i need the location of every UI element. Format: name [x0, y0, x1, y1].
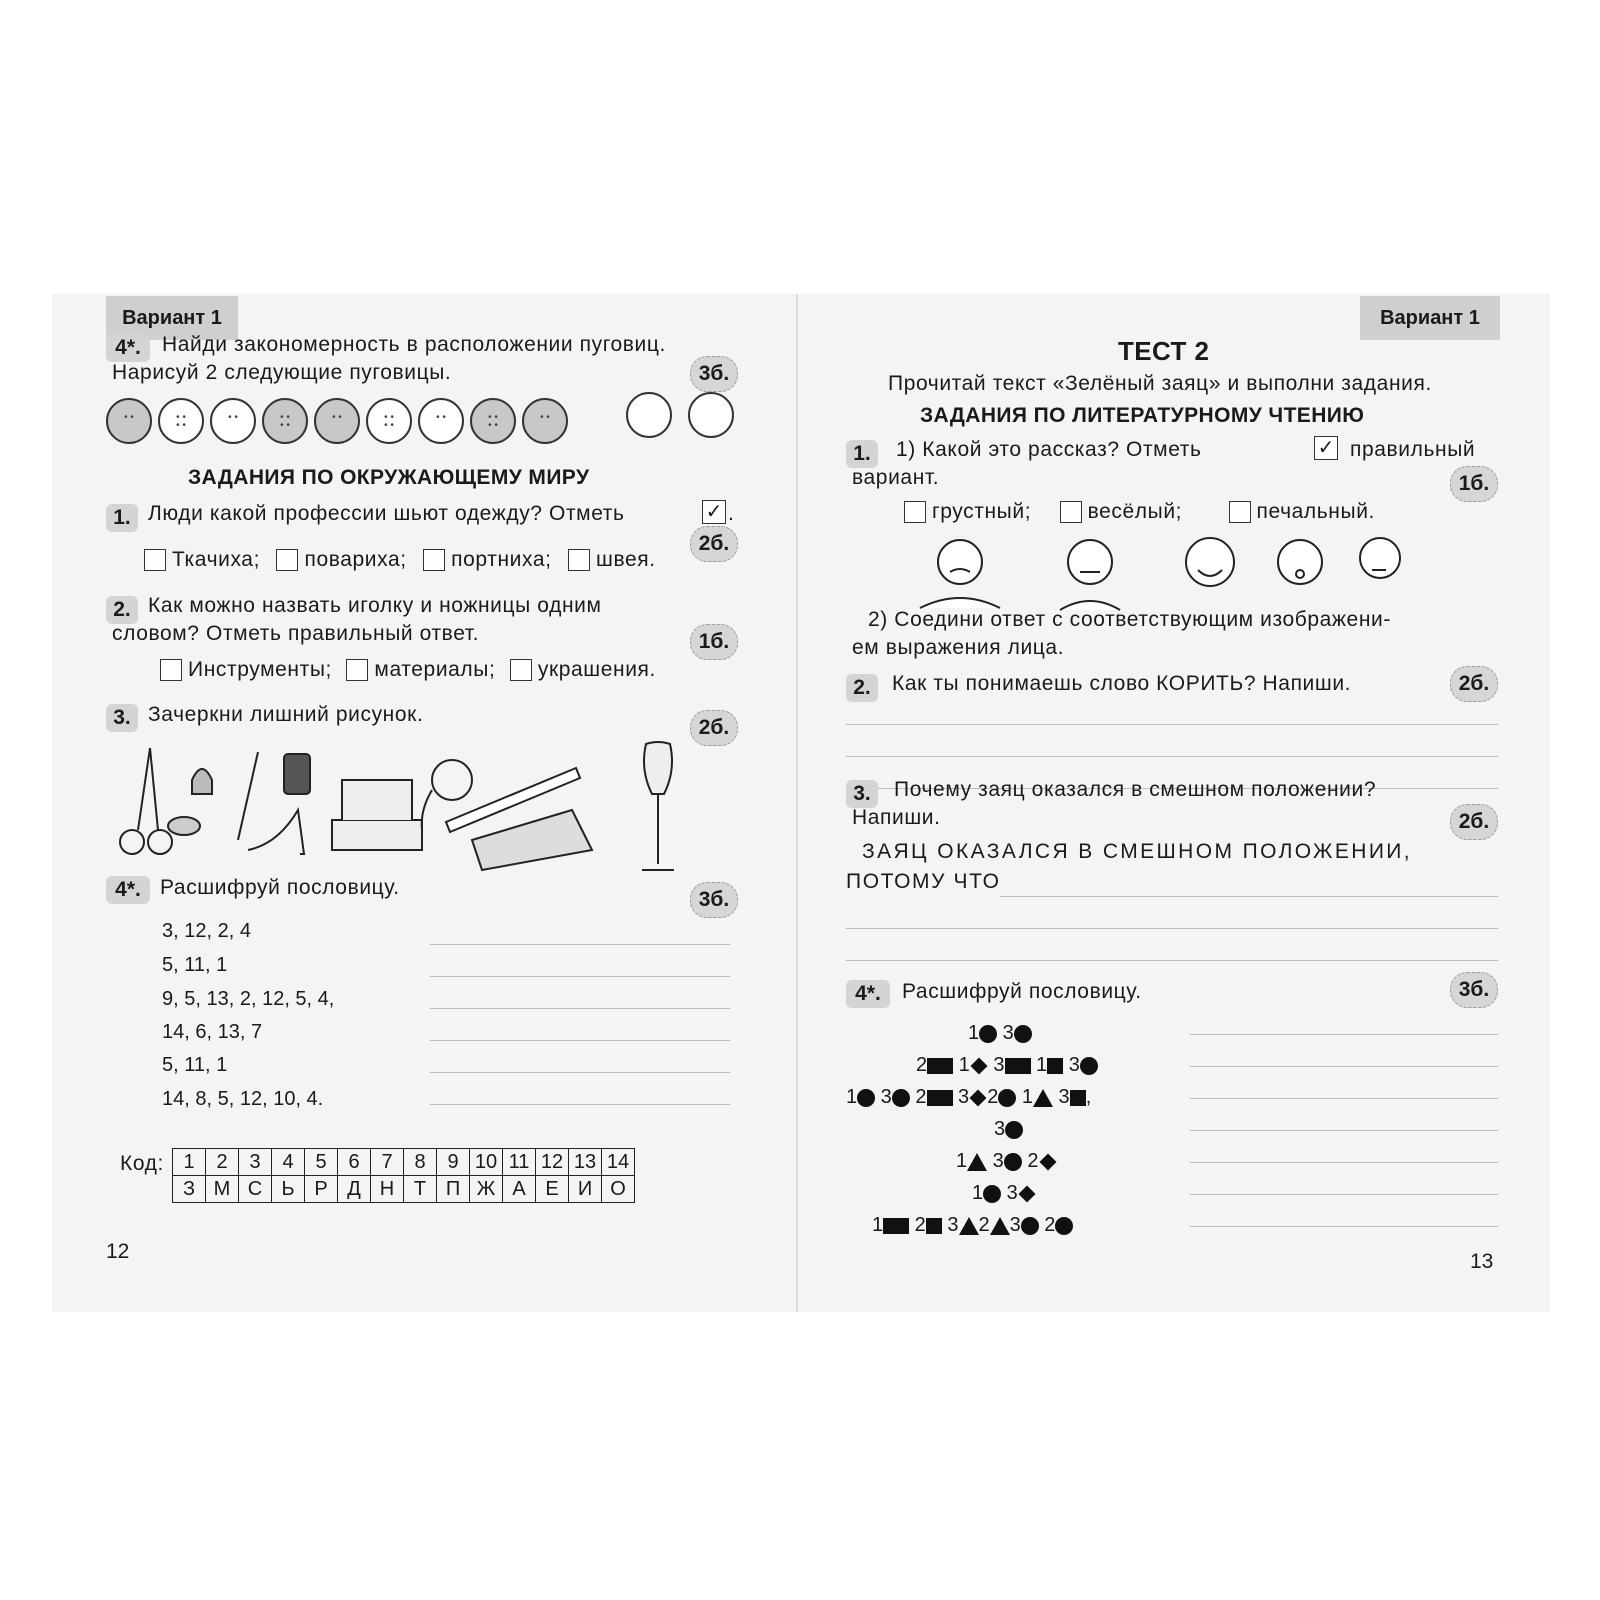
- score-badge: 3б.: [690, 356, 738, 392]
- task-number: 3.: [846, 780, 878, 808]
- option-list: [160, 658, 656, 682]
- code-cell: 4: [272, 1149, 305, 1176]
- square-symbol-icon: [926, 1218, 942, 1234]
- thinking-face-icon: [1360, 538, 1400, 578]
- task-number: 3.: [106, 704, 138, 732]
- empty-button-answer[interactable]: [626, 392, 672, 438]
- score-badge: 3б.: [1450, 972, 1498, 1008]
- task-text: .: [728, 502, 735, 525]
- rectangle-symbol-icon: [1005, 1058, 1031, 1074]
- thimble-icon: [192, 769, 212, 794]
- button-four-holes: • • • •: [158, 398, 204, 444]
- sewing-items-illustration: [112, 740, 732, 880]
- code-cell: 11: [503, 1149, 536, 1176]
- diamond-symbol-icon: [970, 1089, 987, 1106]
- circle-symbol-icon: [1004, 1153, 1022, 1171]
- angry-face-icon: [1060, 540, 1120, 610]
- circle-symbol-icon: [1080, 1057, 1098, 1075]
- option-list: [144, 548, 656, 572]
- square-symbol-icon: [1070, 1090, 1086, 1106]
- page-number: 12: [106, 1240, 130, 1263]
- code-cell: 5: [305, 1149, 338, 1176]
- code-cell: 1: [173, 1149, 206, 1176]
- triangle-symbol-icon: [990, 1217, 1010, 1235]
- code-cell: 2: [206, 1149, 239, 1176]
- task-text: ем выражения лица.: [852, 636, 1065, 659]
- answer-prompt: ЗАЯЦ ОКАЗАЛСЯ В СМЕШНОМ ПОЛОЖЕНИИ,: [862, 840, 1413, 863]
- symbol-cipher-line: 2 1 3 1 3: [916, 1054, 1098, 1077]
- code-cell: Д: [338, 1176, 371, 1203]
- circle-symbol-icon: [979, 1025, 997, 1043]
- circle-symbol-icon: [857, 1089, 875, 1107]
- code-table: [172, 1148, 635, 1203]
- code-cell: И: [569, 1176, 602, 1203]
- score-badge: 2б.: [690, 526, 738, 562]
- score-badge: 1б.: [690, 624, 738, 660]
- code-cell: 8: [404, 1149, 437, 1176]
- option-label: Инструменты;: [188, 658, 332, 681]
- surprised-face-icon: [1278, 540, 1322, 584]
- code-cell: О: [602, 1176, 635, 1203]
- task-text: Как можно назвать иголку и ножницы одним: [148, 594, 602, 617]
- rectangle-symbol-icon: [927, 1090, 953, 1106]
- code-label: Код:: [120, 1152, 164, 1175]
- task-text: Почему заяц оказался в смешном положении?: [894, 778, 1377, 801]
- intro-text: Прочитай текст «Зелёный заяц» и выполни задания.: [888, 372, 1432, 395]
- button-two-holes: • •: [210, 398, 256, 444]
- circle-symbol-icon: [998, 1089, 1016, 1107]
- checkbox[interactable]: [904, 501, 926, 523]
- code-cell: П: [437, 1176, 470, 1203]
- needle-icon: [238, 752, 258, 840]
- task-text: Зачеркни лишний рисунок.: [148, 703, 424, 726]
- square-symbol-icon: [1047, 1058, 1063, 1074]
- option-list: [904, 500, 1375, 524]
- checkbox[interactable]: [1229, 501, 1251, 523]
- score-badge: 2б.: [690, 710, 738, 746]
- code-cell: З: [173, 1176, 206, 1203]
- checkbox[interactable]: [423, 549, 445, 571]
- mannequin-icon: [642, 742, 674, 870]
- code-cell: Т: [404, 1176, 437, 1203]
- triangle-symbol-icon: [1033, 1089, 1053, 1107]
- rectangle-symbol-icon: [927, 1058, 953, 1074]
- task-number: 4*.: [846, 980, 890, 1008]
- checkbox[interactable]: [568, 549, 590, 571]
- cipher-line: 14, 6, 13, 7: [162, 1021, 263, 1043]
- symbol-cipher-line: 1 2 3 2 3 2: [872, 1214, 1073, 1237]
- option-label: портниха;: [451, 548, 552, 571]
- fabric-roll-icon: [472, 810, 592, 870]
- code-letters-row: [173, 1176, 635, 1203]
- circle-symbol-icon: [892, 1089, 910, 1107]
- score-badge: 2б.: [1450, 666, 1498, 702]
- faces-illustration: [900, 528, 1420, 618]
- diamond-symbol-icon: [970, 1057, 987, 1074]
- variant-label: Вариант 1: [1360, 296, 1500, 340]
- code-cell: А: [503, 1176, 536, 1203]
- triangle-symbol-icon: [967, 1153, 987, 1171]
- symbol-cipher-line: 1 3: [968, 1022, 1032, 1045]
- code-cell: 12: [536, 1149, 569, 1176]
- button-four-holes: • • • •: [262, 398, 308, 444]
- diamond-symbol-icon: [1018, 1185, 1035, 1202]
- code-cell: 13: [569, 1149, 602, 1176]
- button-four-holes: • • • •: [366, 398, 412, 444]
- symbol-cipher-line: 1 3 2: [956, 1150, 1057, 1173]
- circle-symbol-icon: [983, 1185, 1001, 1203]
- checkbox[interactable]: [346, 659, 368, 681]
- thread-spool-icon: [284, 754, 310, 794]
- test-title: ТЕСТ 2: [1118, 336, 1210, 366]
- option-label: Ткачиха;: [172, 548, 261, 571]
- option-label: весёлый;: [1087, 500, 1183, 523]
- checkbox[interactable]: [276, 549, 298, 571]
- check-sample: ✓: [702, 500, 726, 524]
- score-badge: 1б.: [1450, 466, 1498, 502]
- score-badge: 3б.: [690, 882, 738, 918]
- circle-symbol-icon: [1021, 1217, 1039, 1235]
- diamond-symbol-icon: [1039, 1153, 1056, 1170]
- score-badge: 2б.: [1450, 804, 1498, 840]
- task-number: 1.: [846, 440, 878, 468]
- sad-face-icon: [920, 540, 1000, 608]
- checkbox[interactable]: [1060, 501, 1082, 523]
- option-label: украшения.: [537, 658, 656, 681]
- section-heading: ЗАДАНИЯ ПО ОКРУЖАЮЩЕМУ МИРУ: [188, 466, 590, 489]
- happy-face-icon: [1186, 538, 1234, 586]
- circle-symbol-icon: [1005, 1121, 1023, 1139]
- code-cell: 10: [470, 1149, 503, 1176]
- code-cell: Ь: [272, 1176, 305, 1203]
- symbol-cipher-line: 3: [994, 1118, 1023, 1141]
- task-text: 2) Соедини ответ с соответствующим изображени-: [868, 608, 1391, 631]
- task-text: Как ты понимаешь слово КОРИТЬ? Напиши.: [892, 672, 1352, 695]
- cipher-line: 5, 11, 1: [162, 1054, 228, 1076]
- code-cell: Р: [305, 1176, 338, 1203]
- button-two-holes: • •: [522, 398, 568, 444]
- option-label: печальный.: [1256, 500, 1375, 523]
- cipher-line: 5, 11, 1: [162, 954, 228, 976]
- code-cell: Н: [371, 1176, 404, 1203]
- code-cell: 6: [338, 1149, 371, 1176]
- task-number: 4*.: [106, 334, 150, 362]
- cipher-line: 9, 5, 13, 2, 12, 5, 4,: [162, 988, 335, 1010]
- task-number: 1.: [106, 504, 138, 532]
- task-number: 2.: [846, 674, 878, 702]
- code-cell: М: [206, 1176, 239, 1203]
- triangle-symbol-icon: [959, 1217, 979, 1235]
- button-two-holes: • •: [418, 398, 464, 444]
- button-four-holes: • • • •: [470, 398, 516, 444]
- task-number: 4*.: [106, 876, 150, 904]
- code-cell: Ж: [470, 1176, 503, 1203]
- task-text: словом? Отметь правильный ответ.: [112, 622, 480, 645]
- option-label: повариха;: [304, 548, 407, 571]
- code-cell: 3: [239, 1149, 272, 1176]
- circle-symbol-icon: [1055, 1217, 1073, 1235]
- rectangle-symbol-icon: [883, 1218, 909, 1234]
- checkbox[interactable]: [510, 659, 532, 681]
- task-text: Напиши.: [852, 806, 941, 829]
- book-spine: [796, 294, 798, 1312]
- code-cell: 14: [602, 1149, 635, 1176]
- task-text: Расшифруй пословицу.: [902, 980, 1142, 1003]
- task-text: Нарисуй 2 следующие пуговицы.: [112, 361, 452, 384]
- section-heading: ЗАДАНИЯ ПО ЛИТЕРАТУРНОМУ ЧТЕНИЮ: [920, 404, 1365, 427]
- code-cell: С: [239, 1176, 272, 1203]
- task-text: 1) Какой это рассказ? Отметь: [896, 438, 1202, 461]
- checkbox[interactable]: [144, 549, 166, 571]
- task-text: Люди какой профессии шьют одежду? Отметь: [148, 502, 625, 525]
- option-label: грустный;: [932, 500, 1032, 523]
- empty-button-answer[interactable]: [688, 392, 734, 438]
- cipher-line: 3, 12, 2, 4: [162, 920, 251, 942]
- task-text: правильный: [1350, 438, 1476, 461]
- high-heel-shoe-icon: [248, 810, 304, 854]
- code-cell: Е: [536, 1176, 569, 1203]
- code-cell: 9: [437, 1149, 470, 1176]
- code-numbers-row: [173, 1149, 635, 1176]
- option-label: швея.: [596, 548, 656, 571]
- answer-prompt: ПОТОМУ ЧТО: [846, 870, 1001, 893]
- button-two-holes: • •: [106, 398, 152, 444]
- symbol-cipher-line: 1 3 2 3 2 1 3 ,: [846, 1086, 1092, 1108]
- option-label: материалы;: [374, 658, 496, 681]
- task-text: вариант.: [852, 466, 940, 489]
- button-two-holes: • •: [314, 398, 360, 444]
- cipher-line: 14, 8, 5, 12, 10, 4.: [162, 1088, 324, 1110]
- circle-symbol-icon: [1014, 1025, 1032, 1043]
- sewing-machine-icon: [332, 780, 422, 850]
- variant-label: Вариант 1: [106, 296, 238, 340]
- checkbox[interactable]: [160, 659, 182, 681]
- task-text: Найди закономерность в расположении пуговиц.: [162, 333, 666, 356]
- task-text: Расшифруй пословицу.: [160, 876, 400, 899]
- code-cell: 7: [371, 1149, 404, 1176]
- scissors-icon: [120, 748, 172, 854]
- symbol-cipher-line: 1 3: [972, 1182, 1036, 1205]
- check-sample: ✓: [1314, 436, 1338, 460]
- task-number: 2.: [106, 596, 138, 624]
- page-number: 13: [1470, 1250, 1494, 1273]
- button-icon: [168, 817, 200, 835]
